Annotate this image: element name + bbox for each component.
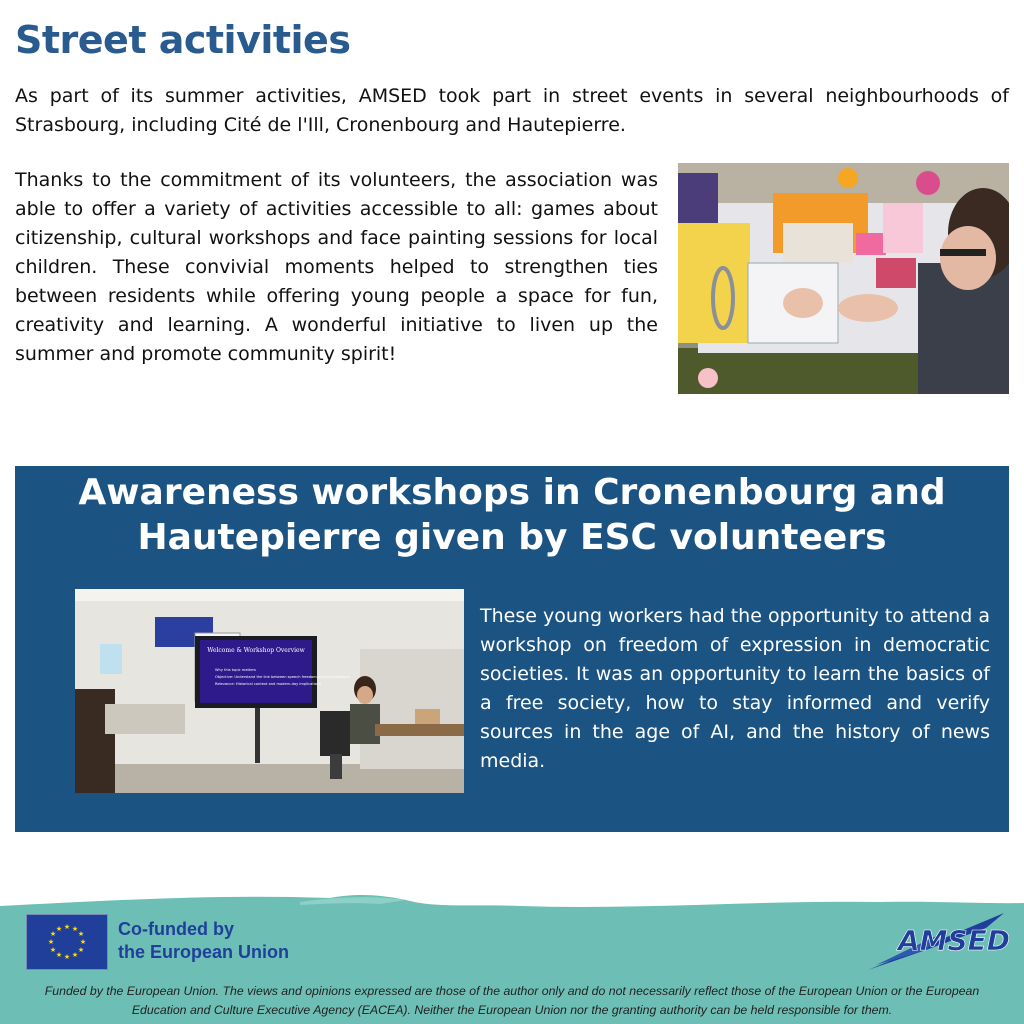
activities-paragraph: Thanks to the commitment of its volunteers, the association was able to offer a variety of activities accessible to all: games about citizenship, cultural workshops and face painting sessions for local children. These convivial moments helped to strengthen ties between residents while offering young people a space for fun, creativity and learning. A wonderful initiative to liven up the summer and promote community spirit! xyxy=(15,169,658,365)
workshop-title: Awareness workshops in Cronenbourg and Hautepierre given by ESC volunteers xyxy=(78,472,946,558)
slide-bullet: Why this topic matters xyxy=(215,668,256,672)
funding-disclaimer: Funded by the European Union. The views and opinions expressed are those of the author only and do not necessarily reflect those of the European Union or the European Education and Culture Executive Agency (EACEA). Neither the European Union nor the granting authority can be held responsible for them. xyxy=(44,984,980,1017)
intro-paragraph: As part of its summer activities, AMSED took part in street events in several neighbourhoods of Strasbourg, including Cité de l'Ill, Cronenbourg and Hautepierre. xyxy=(15,85,1009,136)
page-title: Street activities xyxy=(15,18,351,62)
slide-heading: Welcome & Workshop Overview xyxy=(207,647,305,654)
svg-text:★: ★ xyxy=(49,946,57,954)
svg-text:★: ★ xyxy=(63,953,71,961)
svg-text:★: ★ xyxy=(77,930,85,938)
amsed-logo-text: AMSED xyxy=(897,924,1010,957)
slide-bullet: Relevance: Historical context and modern-day implications xyxy=(215,682,322,686)
svg-text:★: ★ xyxy=(71,925,79,933)
svg-text:★: ★ xyxy=(63,923,71,931)
svg-text:★: ★ xyxy=(55,951,63,959)
svg-text:★: ★ xyxy=(79,938,87,946)
workshop-photo xyxy=(75,589,464,793)
cofunded-label xyxy=(118,918,289,964)
svg-text:★: ★ xyxy=(71,951,79,959)
slide-bullet: Objective: Understand the link between speech freedom and radicalisation xyxy=(215,675,350,679)
svg-text:★: ★ xyxy=(77,946,85,954)
svg-text:★: ★ xyxy=(55,925,63,933)
workshop-description: These young workers had the opportunity to attend a workshop on freedom of expression in democratic societies. It was an opportunity to learn the basics of a free society, how to stay informed and verify sources in the age of AI, and the history of news media. xyxy=(480,605,990,772)
cofunded-line-1: Co-funded by xyxy=(118,919,234,939)
street-activities-photo xyxy=(678,163,1009,394)
eu-flag-icon xyxy=(26,914,108,970)
amsed-logo xyxy=(866,910,1010,972)
svg-text:★: ★ xyxy=(49,930,57,938)
svg-text:★: ★ xyxy=(47,938,55,946)
workshop-panel xyxy=(15,466,1009,832)
cofunded-line-2: the European Union xyxy=(118,942,289,962)
